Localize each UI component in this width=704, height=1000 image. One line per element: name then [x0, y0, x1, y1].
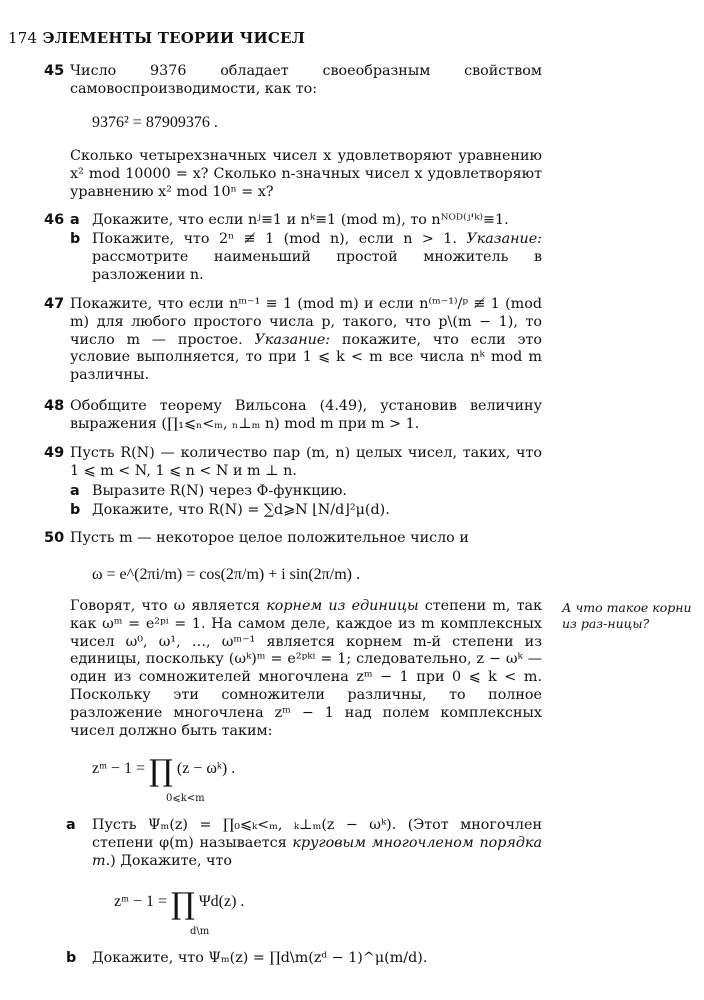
margin-note: А что такое корни из раз-ницы?: [562, 600, 692, 631]
problem-50-para-emphasis: корнем из единицы: [266, 598, 419, 614]
problem-50-a-emphasis: круговым многочленом порядка m: [92, 834, 543, 869]
problem-47-text: [70, 296, 542, 385]
problem-50-cyclotomic-display: [114, 887, 245, 922]
problem-50-a-end: .) Докажите, что: [105, 852, 233, 869]
problem-46-b-statement: Покажите, что 2ⁿ ≢ 1 (mod n), если n > 1.: [92, 231, 457, 247]
problem-50-b-text: Докажите, что Ψₘ(z) = ∏d\m(zᵈ − 1)^μ(m/d).: [92, 950, 428, 966]
problem-49-a-label: a: [70, 483, 80, 499]
problem-49-b-text: Докажите, что R(N) = ∑d⩾N ⌊N/d⌋²μ(d).: [92, 502, 390, 518]
problem-45-intro: Число 9376 обладает своеобразным свойством самовоспроизводимости, как то:: [70, 63, 542, 97]
display2-product-index: 0⩽k<m: [166, 793, 205, 804]
problem-number-46: 46: [44, 212, 65, 228]
problem-49-a-text: Выразите R(N) через Φ-функцию.: [92, 483, 347, 499]
problem-50-para-rest: степени m, так как ωᵐ = e²ᵖⁱ = 1. На самом деле, каждое из m комплексных чисел ω⁰, ω¹, …, ωᵐ⁻¹ является корнем m-й степени из единицы, поскольку (ωᵏ)ᵐ = e²ᵖᵏⁱ = 1; следовательно, z − ωᵏ — один из сомножителей многочлена zᵐ − 1 при 0 ⩽ k < m. Поскольку эти сомножители различны, то полное разложение многочлена zᵐ − 1 над полем комплексных чисел должно быть таким:: [70, 598, 542, 739]
problem-50-a-text: [92, 817, 542, 870]
display3-rhs: Ψd(z) .: [198, 893, 245, 910]
display3-lhs: zᵐ − 1 =: [114, 893, 167, 910]
problem-number-47: 47: [44, 296, 65, 312]
running-header: [8, 30, 305, 48]
problem-50-omega-display: ω = e^(2πi/m) = cos(2π/m) + i sin(2π/m) .: [92, 566, 360, 583]
problem-45-display: 9376² = 87909376 .: [92, 114, 218, 131]
problem-50-a-start: Пусть Ψₘ(z) = ∏₀⩽ₖ<ₘ, ₖ⊥ₘ(z − ωᵏ). (Этот многочлен степени φ(m) называется: [92, 817, 542, 851]
problem-47-hint: покажите, что если это условие выполняется, то при 1 ⩽ k < m все числа nᵏ mod m различны.: [70, 331, 542, 384]
problem-number-50: 50: [44, 530, 65, 546]
problem-50-intro: Пусть m — некоторое целое положительное число и: [70, 530, 469, 546]
problem-47-statement: Покажите, что если nᵐ⁻¹ ≡ 1 (mod m) и если n⁽ᵐ⁻¹⁾/ᵖ ≢ 1 (mod m) для любого простого числа p, такого, что p\(m − 1), то число m — простое.: [70, 296, 542, 348]
problem-46-b-text: [92, 231, 542, 284]
problem-47-hint-label: Указание:: [254, 331, 331, 348]
problem-48-text: Обобщите теорему Вильсона (4.49), установив величину выражения (∏₁⩽ₙ<ₘ, ₙ⊥ₘ n) mod m при m > 1.: [70, 398, 542, 432]
problem-number-45: 45: [44, 63, 65, 79]
problem-50-paragraph: [70, 598, 542, 740]
problem-46-b-hint-label: Указание:: [466, 231, 542, 247]
problem-46-b-label: b: [70, 231, 81, 247]
problem-number-49: 49: [44, 445, 65, 461]
display2-rhs: (z − ωᵏ) .: [176, 760, 236, 777]
problem-45-question: Сколько четырехзначных чисел x удовлетворяют уравнению x² mod 10000 = x? Сколько n-значных чисел x удовлетворяют уравнению x² mod 10ⁿ = x?: [70, 148, 542, 200]
page-number: 174: [8, 29, 38, 47]
problem-46-b-hint: рассмотрите наименьший простой множитель в разложении n.: [92, 248, 542, 283]
product-symbol-2: ∏: [170, 887, 195, 922]
problem-50-product-display: [92, 754, 236, 789]
problem-46-a-label: a: [70, 212, 80, 228]
problem-50-b-label: b: [66, 950, 77, 966]
problem-46-a-text: Докажите, что если nʲ≡1 и nᵏ≡1 (mod m), то nᴺᴼᴰ⁽ʲ'ᵏ⁾≡1.: [92, 212, 509, 228]
problem-49-b-label: b: [70, 502, 81, 518]
display2-lhs: zᵐ − 1 =: [92, 760, 145, 777]
display3-product-index: d\m: [190, 926, 210, 937]
problem-50-a-label: a: [66, 817, 76, 833]
product-symbol: ∏: [148, 754, 173, 789]
chapter-title: ЭЛЕМЕНТЫ ТЕОРИИ ЧИСЕЛ: [42, 29, 306, 47]
problem-number-48: 48: [44, 398, 65, 414]
problem-50-para-start: Говорят, что ω является: [70, 598, 261, 614]
problem-49-text: Пусть R(N) — количество пар (m, n) целых чисел, таких, что 1 ⩽ m < N, 1 ⩽ n < N и m ⊥ n.: [70, 445, 542, 479]
